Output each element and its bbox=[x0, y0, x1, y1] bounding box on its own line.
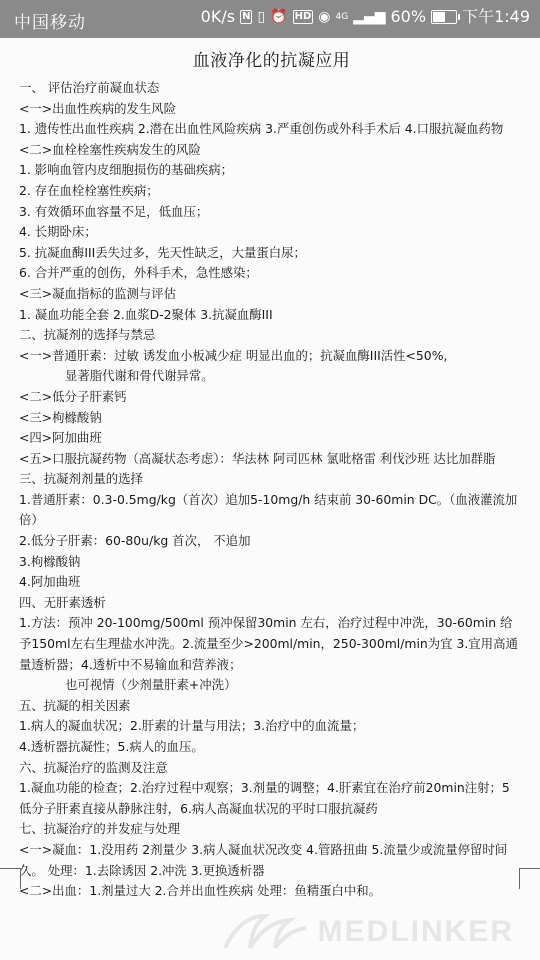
watermark bbox=[220, 910, 514, 954]
line-35: <二>出血：1.剂量过大 2.合并出血性疾病 处理：鱼精蛋白中和。 bbox=[19, 883, 382, 899]
alarm-icon: ⏰ bbox=[270, 9, 288, 25]
line-27: 也可视情（少剂量肝素+冲洗） bbox=[65, 677, 237, 693]
eye-icon: ◉ bbox=[318, 9, 331, 25]
line-24: 4.阿加曲班 bbox=[19, 574, 81, 590]
line-29: 1.病人的凝血状况；2.肝素的计量与用法；3.治疗中的血流量； bbox=[19, 718, 365, 734]
page-corner-right bbox=[519, 868, 540, 889]
hd-icon: HD bbox=[294, 11, 312, 22]
line-18: <四>阿加曲班 bbox=[19, 430, 102, 446]
line-28: 五、抗凝的相关因素 bbox=[19, 697, 131, 713]
line-5: 1. 影响血管内皮细胞损伤的基础疾病； bbox=[19, 162, 234, 178]
line-34: <一>凝血：1.没用药 2剂量少 3.病人凝血状况改变 4.管路扭曲 5.流量少或流量停留时间久。 处理：1.去除诱因 2.冲洗 3.更换透析器 bbox=[19, 841, 508, 878]
line-31: 六、抗凝治疗的监测及注意 bbox=[19, 759, 168, 775]
line-6: 2. 存在血栓栓塞性疾病； bbox=[19, 182, 159, 198]
document-body bbox=[19, 46, 524, 902]
battery-fill bbox=[433, 12, 445, 22]
clock: 下午1:49 bbox=[462, 7, 530, 26]
line-11: <三>凝血指标的监测与评估 bbox=[19, 285, 177, 301]
line-17: <三>枸橼酸钠 bbox=[19, 409, 102, 425]
status-icons bbox=[201, 8, 530, 26]
vibrate-icon: ▯ bbox=[257, 9, 266, 25]
network-type: 4G bbox=[335, 12, 349, 22]
line-4: <二>血栓栓塞性疾病发生的风险 bbox=[19, 141, 201, 157]
battery-percent: 60% bbox=[390, 7, 427, 26]
line-8: 4. 长期卧床； bbox=[19, 224, 97, 240]
line-2: <一>出血性疾病的发生风险 bbox=[19, 100, 177, 116]
line-10: 6. 合并严重的创伤，外科手术，急性感染； bbox=[19, 265, 258, 281]
line-32: 1.凝血功能的检查；2.治疗过程中观察；3.剂量的调整；4.肝素宜在治疗前20min注射；5 低分子肝素直接从静脉注射，6.病人高凝血状况的平时口服抗凝药 bbox=[19, 780, 510, 816]
nfc-icon: N bbox=[242, 11, 251, 22]
line-14: <一>普通肝素：过敏 诱发血小板减少症 明显出血的；抗凝血酶III活性<50%, bbox=[19, 347, 448, 363]
document-title: 血液净化的抗凝应用 bbox=[192, 51, 351, 71]
document-page[interactable] bbox=[0, 38, 540, 960]
line-16: <二>低分子肝素钙 bbox=[19, 388, 127, 404]
battery-icon bbox=[431, 10, 457, 24]
line-25: 四、无肝素透析 bbox=[19, 594, 106, 610]
line-3: 1. 遗传性出血性疾病 2.潜在出血性风险疾病 3.严重创伤或外科手术后 4.口服抗凝血药物 bbox=[19, 121, 504, 137]
network-speed: 0K/s bbox=[200, 7, 236, 26]
line-7: 3. 有效循环血容量不足，低血压； bbox=[19, 203, 209, 219]
medlinker-logo-icon bbox=[220, 910, 310, 954]
line-22: 2.低分子肝素：60-80u/kg 首次， 不追加 bbox=[19, 533, 251, 549]
line-9: 5. 抗凝血酶III丢失过多，先天性缺乏，大量蛋白尿； bbox=[19, 244, 306, 260]
line-21: 1.普通肝素：0.3-0.5mg/kg（首次）追加5-10mg/h 结束前 30-60min DC。（血液灌流加倍） bbox=[19, 491, 518, 528]
line-19: <五>口服抗凝药物（高凝状态考虑）：华法林 阿司匹林 氯吡格雷 利伐沙班 达比加群脂 bbox=[19, 450, 496, 466]
line-12: 1. 凝血功能全套 2.血浆D-2聚体 3.抗凝血酶III bbox=[19, 306, 273, 322]
line-23: 3.枸橼酸钠 bbox=[19, 553, 81, 569]
carrier-name: 中国移动 bbox=[14, 13, 86, 33]
line-20: 三、抗凝剂剂量的选择 bbox=[19, 471, 143, 487]
line-13: 二、抗凝剂的选择与禁忌 bbox=[19, 327, 156, 343]
line-15: 显著脂代谢和骨代谢异常。 bbox=[65, 368, 214, 384]
line-1: 一、 评估治疗前凝血状态 bbox=[19, 80, 160, 95]
line-30: 4.透析器抗凝性；5.病人的血压。 bbox=[19, 739, 204, 754]
line-33: 七、抗凝治疗的并发症与处理 bbox=[19, 821, 181, 837]
status-bar bbox=[0, 0, 540, 38]
signal-icon: ▂▄▆ bbox=[353, 9, 386, 25]
watermark-brand: MEDLINKER bbox=[317, 915, 514, 948]
line-26: 1.方法：预冲 20-100mg/500ml 预冲保留30min 左右，治疗过程中冲洗，30-60min 给予150ml左右生理盐水冲洗。2.流量至少>200ml/min，250-300ml/min为宜 3.宜用高通量透析器；4.透析中不易输血和营养液； bbox=[19, 615, 518, 672]
page-corner-left bbox=[0, 868, 21, 889]
